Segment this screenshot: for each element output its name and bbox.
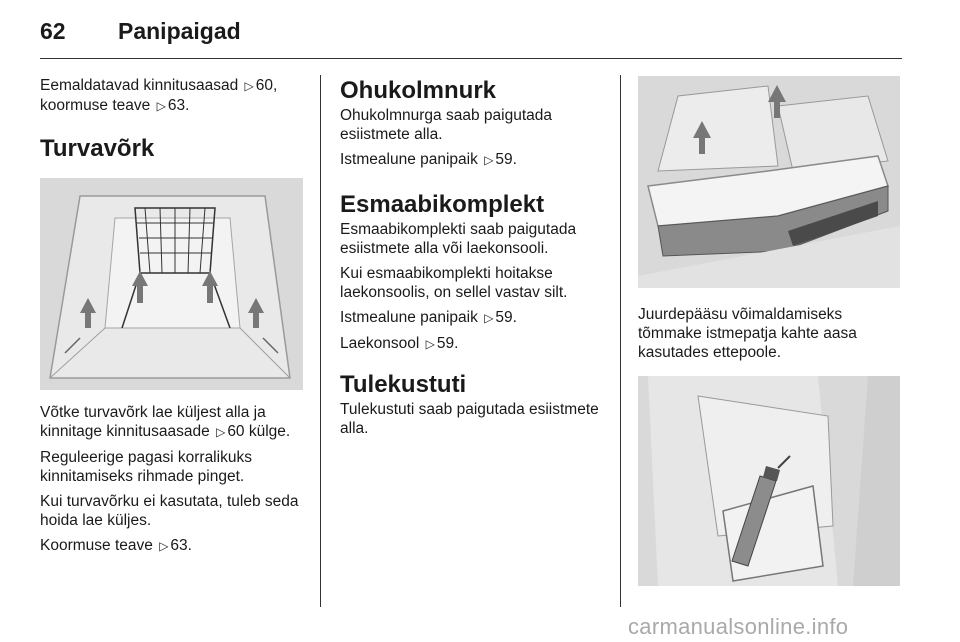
paragraph-net-mount: Võtke turvavõrk lae küljest alla ja kinnitage kinnitusaasade ▷ 60 külge. bbox=[40, 404, 291, 440]
paragraph-net-storage: Kui turvavõrku ei kasutata, tuleb seda hoida lae küljes. bbox=[40, 493, 299, 529]
paragraph-first-aid-ref2: Laekonsool ▷ 59. bbox=[340, 335, 459, 352]
page-title: Panipaigad bbox=[118, 18, 241, 44]
seat-storage-illustration bbox=[638, 76, 900, 288]
page-ref-link[interactable]: 59. bbox=[436, 335, 459, 352]
watermark: carmanualsonline.info bbox=[628, 614, 849, 639]
page-ref-link[interactable]: 59. bbox=[495, 151, 517, 168]
column-divider-right bbox=[620, 75, 621, 607]
page-ref-link[interactable]: 63. bbox=[170, 537, 192, 554]
paragraph-first-aid-ref1: Istmealune panipaik ▷ 59. bbox=[340, 309, 517, 326]
page-ref-link[interactable]: 60, bbox=[255, 77, 278, 94]
fire-extinguisher-illustration bbox=[638, 376, 900, 586]
column-2 bbox=[340, 76, 608, 444]
section-heading-turvavork: Turvavõrk bbox=[40, 135, 155, 162]
page-ref-link[interactable]: 63. bbox=[167, 97, 190, 114]
column-divider-left bbox=[320, 75, 321, 607]
page-ref-link[interactable]: 60 külge. bbox=[227, 423, 291, 440]
cargo-net-illustration bbox=[40, 178, 303, 390]
paragraph-triangle: Ohukolmnurga saab paigutada esiistmete alla. bbox=[340, 107, 552, 143]
arrow-ref-icon: ▷ bbox=[484, 311, 494, 325]
paragraph-load-info: Koormuse teave ▷ 63. bbox=[40, 537, 192, 554]
column-1 bbox=[40, 76, 310, 562]
arrow-ref-icon: ▷ bbox=[159, 539, 169, 553]
paragraph-extinguisher: Tulekustuti saab paigutada esiistmete alla. bbox=[340, 401, 599, 437]
page-number: 62 bbox=[40, 18, 66, 44]
arrow-ref-icon: ▷ bbox=[156, 99, 166, 113]
arrow-ref-icon: ▷ bbox=[244, 79, 254, 93]
arrow-ref-icon: ▷ bbox=[425, 337, 435, 351]
paragraph-first-aid-label: Kui esmaabikomplekti hoitakse laekonsoolis, on sellel vastav silt. bbox=[340, 265, 568, 301]
arrow-ref-icon: ▷ bbox=[484, 153, 494, 167]
column-3 bbox=[638, 76, 900, 586]
arrow-ref-icon: ▷ bbox=[216, 425, 226, 439]
header-divider bbox=[40, 58, 902, 59]
intro-paragraph: Eemaldatavad kinnitusaasad ▷ 60, koormuse teave ▷ 63. bbox=[40, 77, 278, 114]
page-ref-link[interactable]: 59. bbox=[495, 309, 517, 326]
section-heading-tulekustuti: Tulekustuti bbox=[340, 371, 467, 398]
seat-cushion-caption: Juurdepääsu võimaldamiseks tõmmake istmepatja kahte aasa kasutades ettepoole. bbox=[638, 306, 857, 361]
paragraph-strap-tension: Reguleerige pagasi korralikuks kinnitamiseks rihmade pinget. bbox=[40, 449, 252, 485]
section-heading-ohukolmnurk: Ohukolmnurk bbox=[340, 77, 497, 104]
paragraph-triangle-ref: Istmealune panipaik ▷ 59. bbox=[340, 151, 517, 168]
section-heading-esmaabikomplekt: Esmaabikomplekt bbox=[340, 191, 545, 218]
paragraph-first-aid: Esmaabikomplekti saab paigutada esiistmete alla või laekonsooli. bbox=[340, 221, 577, 257]
